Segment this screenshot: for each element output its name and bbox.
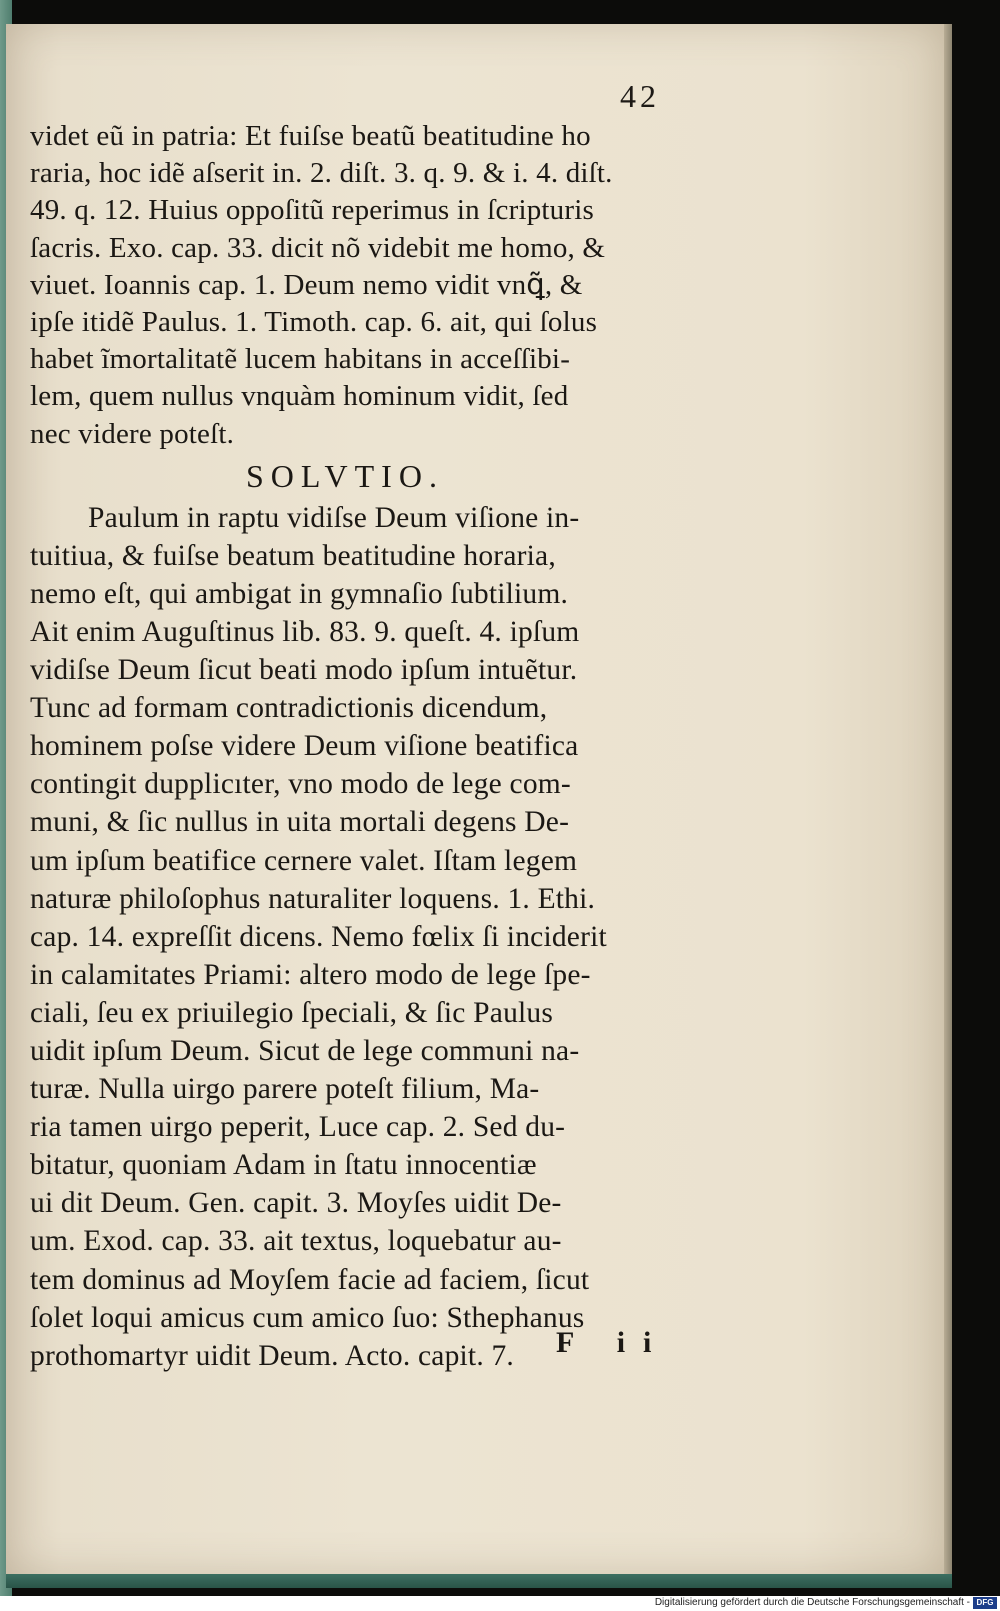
- book-binding-bottom: [6, 1574, 952, 1588]
- text-line: ciali, ſeu ex priuilegio ſpeciali, & ſic Paulus: [30, 996, 554, 1029]
- text-line: viuet. Ioannis cap. 1. Deum nemo vidit vnꝗ̃, &: [30, 268, 583, 301]
- page-text: [30, 118, 740, 1375]
- text-line: hominem poſse videre Deum viſione beatifica: [30, 730, 579, 763]
- text-line: Paulum in raptu vidiſse Deum viſione in-: [88, 501, 580, 534]
- text-line: contingit dupplicıter, vno modo de lege com-: [30, 768, 571, 801]
- text-line: lem, quem nullus vnquàm hominum vidit, ſed: [30, 380, 569, 413]
- text-line: um. Exod. cap. 33. ait textus, loquebatur au-: [30, 1225, 562, 1258]
- text-line: ria tamen uirgo peperit, Luce cap. 2. Sed du-: [30, 1111, 566, 1144]
- paragraph-solution: [30, 499, 740, 1375]
- text-line: um ipſum beatifice cernere valet. Iſtam legem: [30, 844, 578, 877]
- text-line: turæ. Nulla uirgo parere poteſt filium, Ma-: [30, 1073, 540, 1106]
- text-line: muni, & ſic nullus in uita mortali degens De-: [30, 806, 570, 839]
- text-line: uidit ipſum Deum. Sicut de lege communi na-: [30, 1035, 580, 1067]
- page-number: 42: [620, 78, 660, 114]
- text-line: ſacris. Exo. cap. 33. dicit nõ videbit me homo, &: [30, 231, 606, 264]
- text-line: nemo eſt, qui ambigat in gymnaſio ſubtilium.: [30, 577, 569, 610]
- page-edge: [944, 24, 952, 1574]
- text-line: raria, hoc idẽ aſserit in. 2. diſt. 3. q. 9. & i. 4. diſt.: [30, 157, 613, 190]
- text-line: naturæ philoſophus naturaliter loquens. 1. Ethi.: [30, 882, 596, 915]
- text-line: Ait enim Auguſtinus lib. 83. 9. queſt. 4. ipſum: [30, 615, 580, 648]
- text-line: cap. 14. expreſſit dicens. Nemo fœlix ſi inciderit: [30, 920, 607, 953]
- section-heading: SOLVTIO.: [246, 457, 444, 494]
- paragraph-objection: [30, 118, 740, 453]
- text-line: habet ĩmortalitatẽ lucem habitans in acceſſibi-: [30, 343, 571, 376]
- text-line: vidiſse Deum ſicut beati modo ipſum intuẽtur.: [30, 654, 578, 687]
- text-line: Tunc ad formam contradictionis dicendum,: [30, 692, 548, 725]
- digitization-credit: Digitalisierung gefördert durch die Deutsche Forschungsgemeinschaft -: [654, 1597, 970, 1608]
- text-line: tuitiua, & fuiſse beatum beatitudine horaria,: [30, 539, 556, 572]
- text-line: 49. q. 12. Huius oppoſitũ reperimus in ſcripturis: [30, 194, 594, 227]
- text-line: tem dominus ad Moyſem facie ad faciem, ſicut: [30, 1263, 590, 1296]
- text-line: prothomartyr uidit Deum. Acto. capit. 7.: [30, 1339, 515, 1372]
- text-line: ui dit Deum. Gen. capit. 3. Moyſes uidit De-: [30, 1187, 562, 1220]
- signature-mark: F ii: [556, 1326, 670, 1359]
- text-line: bitatur, quoniam Adam in ſtatu innocentiæ: [30, 1149, 537, 1182]
- text-line: ipſe itidẽ Paulus. 1. Timoth. cap. 6. ait, qui ſolus: [30, 305, 598, 338]
- text-line: videt eũ in patria: Et fuiſse beatũ beatitudine ho: [30, 120, 591, 152]
- text-line: nec videre poteſt.: [30, 417, 235, 450]
- text-line: ſolet loqui amicus cum amico ſuo: Sthephanus: [30, 1301, 585, 1334]
- text-line: in calamitates Priami: altero modo de lege ſpe-: [30, 958, 591, 991]
- dfg-logo: DFG: [973, 1597, 997, 1609]
